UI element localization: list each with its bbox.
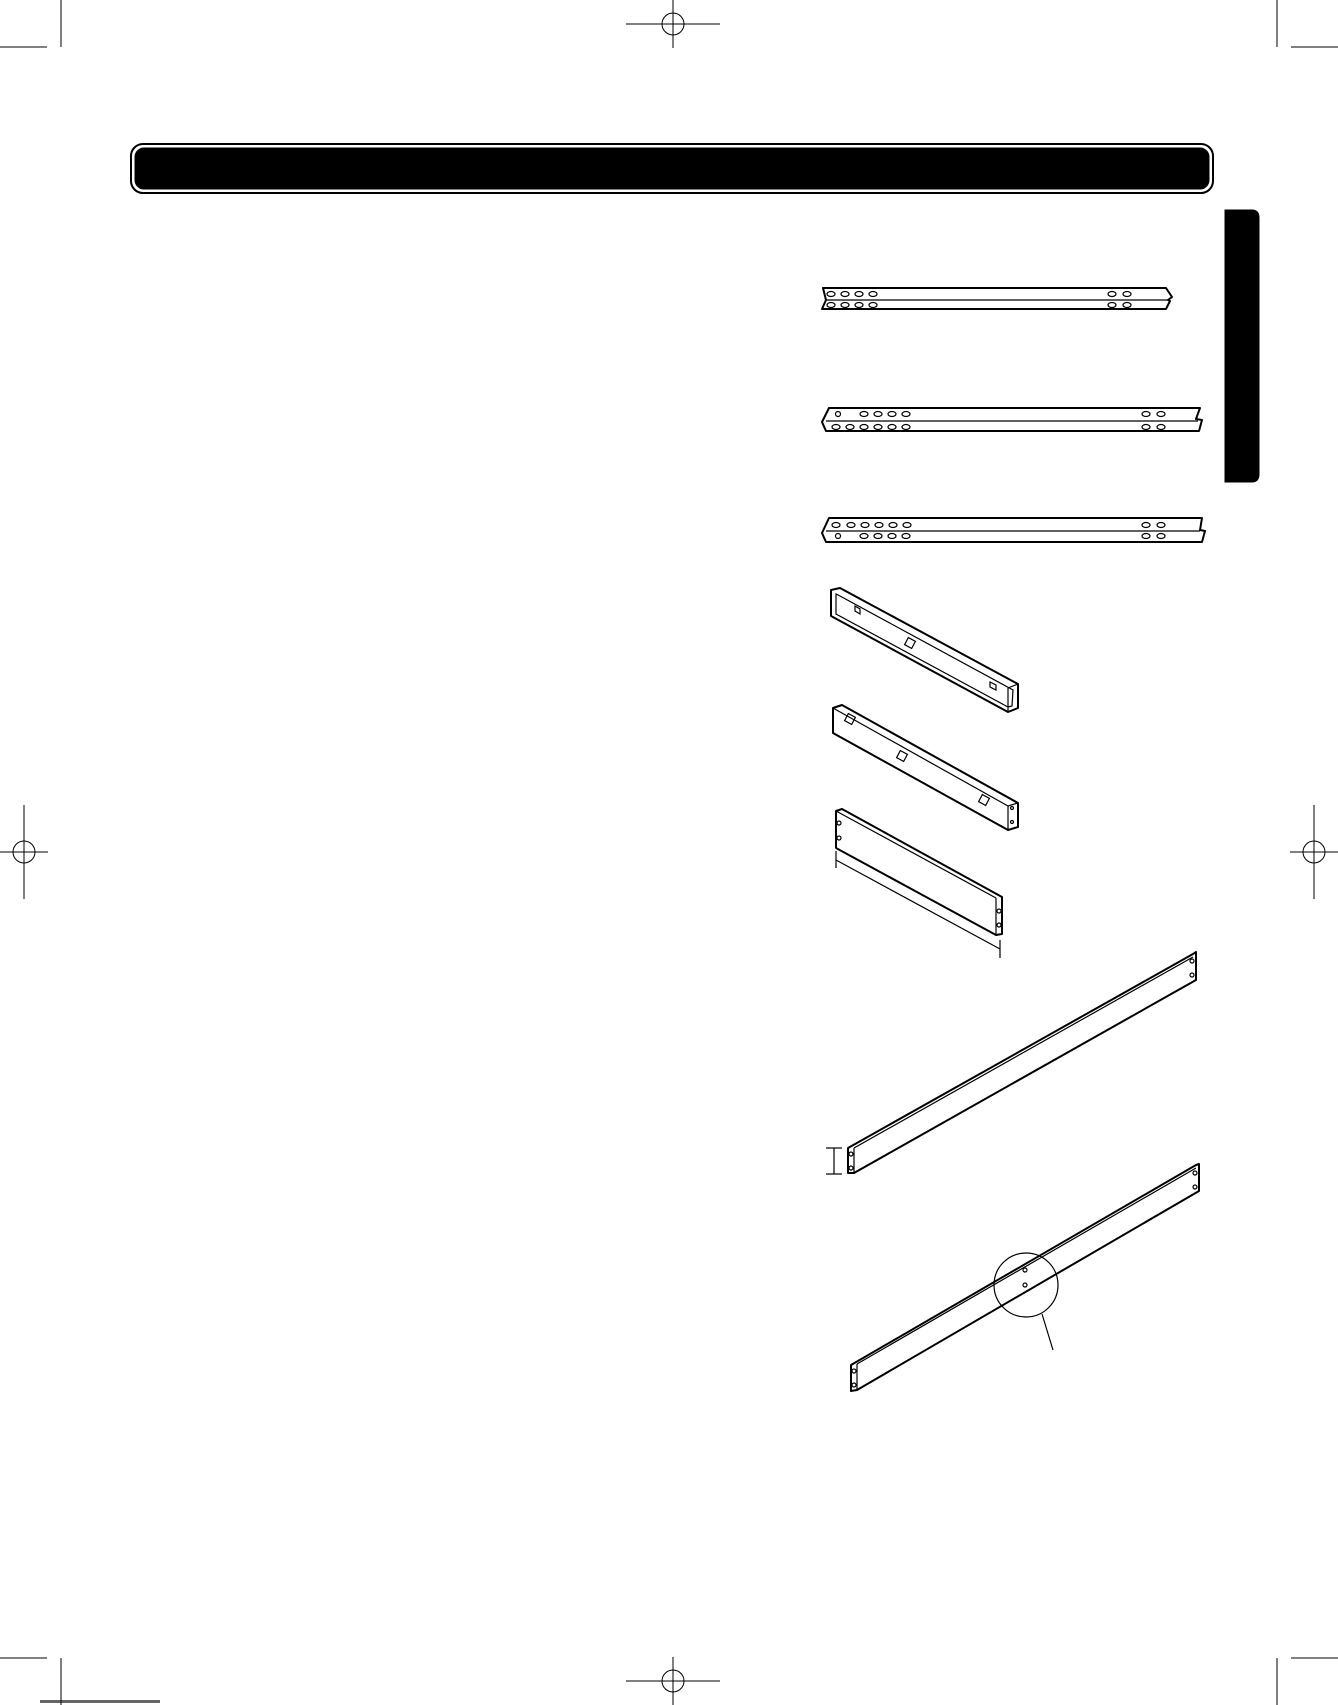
side-tab — [1225, 210, 1259, 482]
header-bar — [131, 144, 1213, 193]
detail-callout — [994, 1253, 1058, 1350]
channel-beam-2 — [833, 705, 1018, 830]
angle-rail-1 — [822, 288, 1172, 309]
flat-bar-short — [836, 809, 1002, 935]
registration-target-right — [1290, 805, 1338, 899]
registration-target-left — [0, 805, 48, 899]
printer-slug — [40, 1700, 160, 1703]
dimension-line-height — [826, 1148, 842, 1174]
flat-bar-center-holes — [851, 1164, 1199, 1391]
channel-beam-1 — [831, 588, 1018, 712]
registration-target-bottom — [626, 1657, 720, 1705]
angle-rail-2 — [822, 408, 1202, 431]
angle-rail-3 — [822, 518, 1205, 542]
dimension-line-length — [836, 851, 1000, 958]
registration-target-top — [626, 0, 720, 48]
flat-bar-long — [848, 952, 1196, 1173]
